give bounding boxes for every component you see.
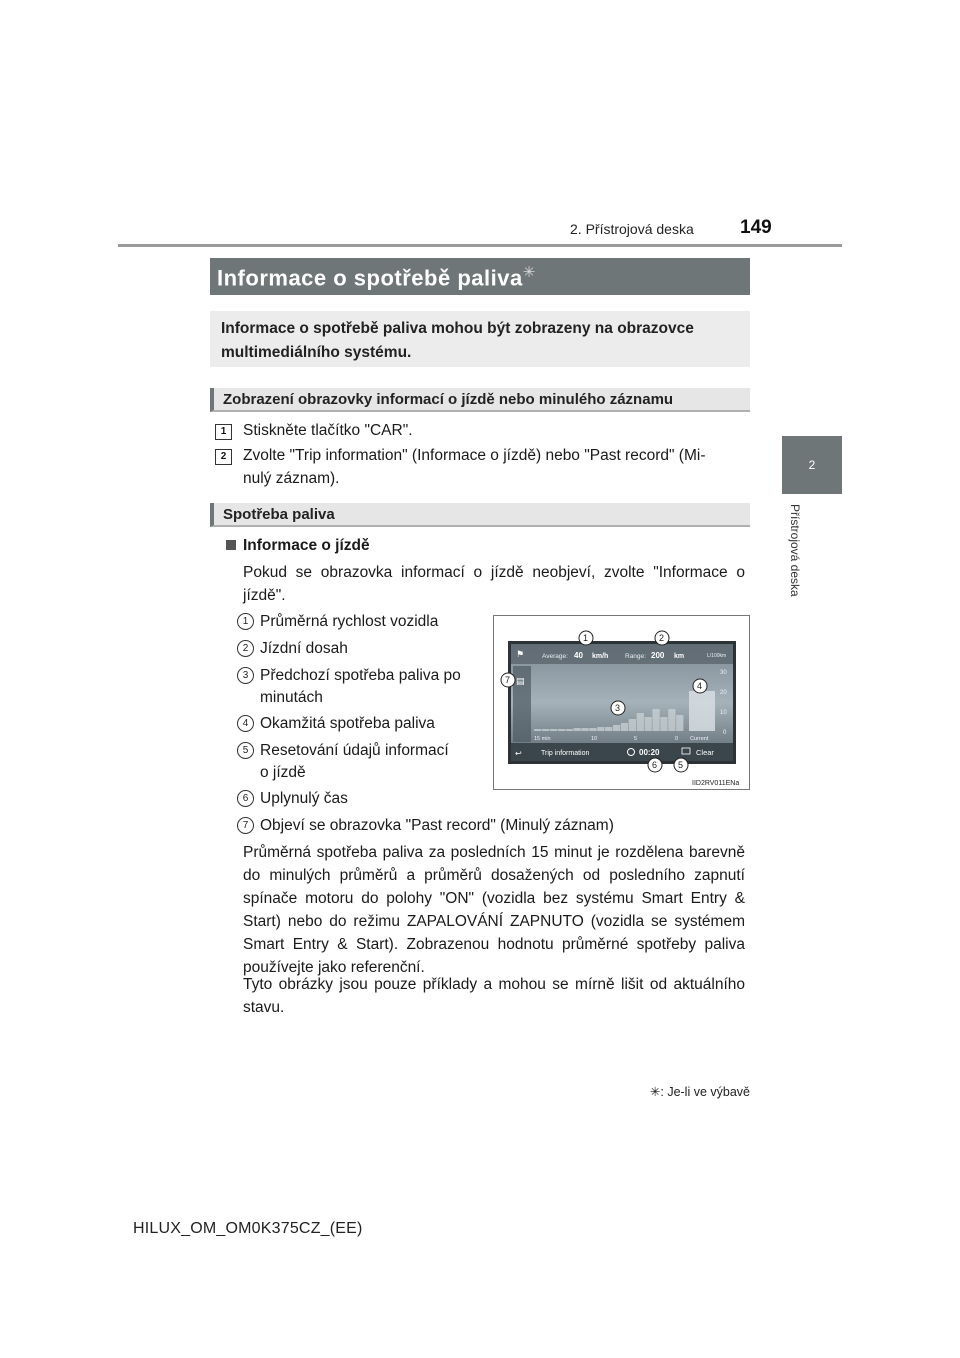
range-label: Range: xyxy=(625,653,646,660)
bullet-square-icon xyxy=(226,540,236,550)
fuel-bar xyxy=(573,728,580,731)
item-3-text-cont: minutách xyxy=(260,689,323,706)
optional-equipment-mark: ✳ xyxy=(522,264,536,281)
x-tick-0: 0 xyxy=(675,736,679,742)
manual-code: HILUX_OM_OM0K375CZ_(EE) xyxy=(133,1220,363,1237)
figure-callout-4: 4 xyxy=(697,681,703,691)
fuel-bar xyxy=(597,727,604,731)
figure-callout-6: 6 xyxy=(652,760,658,770)
callout-5-icon: 5 xyxy=(237,742,254,759)
intro-text: Informace o spotřebě paliva mohou být zobrazeny na obrazovce multimediálního systému. xyxy=(221,320,694,361)
fuel-bar xyxy=(668,709,675,731)
fuel-bar xyxy=(629,719,636,731)
callout-7-icon: 7 xyxy=(237,817,254,834)
intro-box xyxy=(210,311,750,367)
step-number-2: 2 xyxy=(215,449,232,465)
x-tick-5: 5 xyxy=(634,736,638,742)
callout-4-icon: 4 xyxy=(237,715,254,732)
page-title-bar xyxy=(210,258,750,295)
speed-unit: km/h xyxy=(592,653,609,660)
fuel-bar xyxy=(566,729,573,731)
step-2-text: Zvolte "Trip information" (Informace o jízdě) nebo "Past record" (Mi- xyxy=(243,447,706,464)
paragraph-average-fuel: Průměrná spotřeba paliva za posledních 15 minut je rozdělena barevně do minulých průměrů a průměrů dosažených od posledního zapnutí spínače motoru do polohy "ON" (vozidla bez systému Smart Entry & Start) nebo do režimu ZAPALOVÁNÍ ZAPNUTO (vozidla se systémem Smart Entry & Start). Zobrazenou hodnotu průměrné spotřeby paliva používejte jako referenční. xyxy=(243,844,745,976)
average-label: Average: xyxy=(542,653,568,660)
fuel-bar xyxy=(660,717,667,731)
elapsed-time: 00:20 xyxy=(639,748,660,757)
figure-code: IID2RV011ENa xyxy=(692,780,740,787)
y-tick-10: 10 xyxy=(720,710,727,716)
fuel-bar xyxy=(534,729,541,731)
fuel-bar xyxy=(558,729,565,731)
figure-callout-5: 5 xyxy=(678,760,684,770)
x-tick-15: 15 min xyxy=(534,736,551,742)
footnote xyxy=(600,1084,750,1099)
figure-callout-7: 7 xyxy=(505,675,511,685)
paragraph-disclaimer: Tyto obrázky jsou pouze příklady a mohou se mírně lišit od aktuálního stavu. xyxy=(243,976,745,1016)
figure-callout-2: 2 xyxy=(659,633,665,643)
screen-illustration xyxy=(493,615,750,790)
item-1-text: Průměrná rychlost vozidla xyxy=(260,613,439,630)
flag-icon: ⚑ xyxy=(516,650,525,660)
fuel-bar xyxy=(645,717,652,731)
item-5-text-cont: o jízdě xyxy=(260,764,306,781)
clear-label: Clear xyxy=(696,748,714,757)
item-7-text: Objeví se obrazovka "Past record" (Minulý záznam) xyxy=(260,817,614,834)
item-2-text: Jízdní dosah xyxy=(260,640,348,657)
trip-info-screen-svg xyxy=(494,616,749,789)
fuel-bar xyxy=(605,727,612,731)
figure-callout-1: 1 xyxy=(583,633,589,643)
back-icon: ↩ xyxy=(515,749,522,758)
step-number-1: 1 xyxy=(215,424,232,440)
chapter-tab-label: Přístrojová deska xyxy=(788,504,802,597)
step-1-text: Stiskněte tlačítko "CAR". xyxy=(243,422,413,439)
fuel-bar xyxy=(581,728,588,731)
page-title: Informace o spotřebě paliva✳ xyxy=(217,264,536,291)
fuel-bar xyxy=(589,728,596,731)
current-consumption-bar xyxy=(689,691,715,731)
item-6-text: Uplynulý čas xyxy=(260,790,348,807)
fuel-bar xyxy=(676,715,683,731)
chapter-tab-number: 2 xyxy=(782,436,842,494)
fuel-bar xyxy=(613,725,620,731)
y-tick-30: 30 xyxy=(720,670,727,676)
section-heading-fuel: Spotřeba paliva xyxy=(210,503,750,527)
header-rule xyxy=(118,244,842,247)
page-number: 149 xyxy=(740,217,772,238)
trip-info-label: Trip information xyxy=(541,750,590,757)
figure-callout-3: 3 xyxy=(615,703,621,713)
section-heading-trip-screen: Zobrazení obrazovky informací o jízdě nebo minulého záznamu xyxy=(210,388,750,412)
item-5-text: Resetování údajů informací xyxy=(260,742,449,759)
average-value: 40 xyxy=(574,651,583,660)
fuel-bar xyxy=(621,723,628,731)
running-header-section: 2. Přístrojová deska xyxy=(570,221,694,237)
callout-1-icon: 1 xyxy=(237,613,254,630)
item-3-text: Předchozí spotřeba paliva po xyxy=(260,667,461,684)
range-unit: km xyxy=(674,653,685,660)
y-tick-20: 20 xyxy=(720,690,727,696)
fuel-bar xyxy=(652,709,659,731)
item-4-text: Okamžitá spotřeba paliva xyxy=(260,715,435,732)
callout-6-icon: 6 xyxy=(237,790,254,807)
bullet-text: Pokud se obrazovka informací o jízdě neobjeví, zvolte "Informace o jízdě". xyxy=(243,564,745,604)
x-tick-10: 10 xyxy=(591,736,598,742)
callout-2-icon: 2 xyxy=(237,640,254,657)
footnote-text: : Je-li ve výbavě xyxy=(660,1085,750,1099)
fuel-bar xyxy=(637,713,644,731)
chapter-tab-label-wrap xyxy=(786,504,806,644)
footnote-mark: ✳ xyxy=(649,1085,661,1099)
y-tick-0: 0 xyxy=(723,730,727,736)
current-label: Current xyxy=(690,736,709,742)
fuel-unit: L/100km xyxy=(707,653,727,659)
step-2-text-cont: nulý záznam). xyxy=(243,470,340,487)
fuel-bar xyxy=(550,729,557,731)
bullet-title: Informace o jízdě xyxy=(243,537,370,554)
past-record-icon: ▤ xyxy=(516,677,525,687)
callout-3-icon: 3 xyxy=(237,667,254,684)
range-value: 200 xyxy=(651,651,665,660)
fuel-bar xyxy=(542,729,549,731)
